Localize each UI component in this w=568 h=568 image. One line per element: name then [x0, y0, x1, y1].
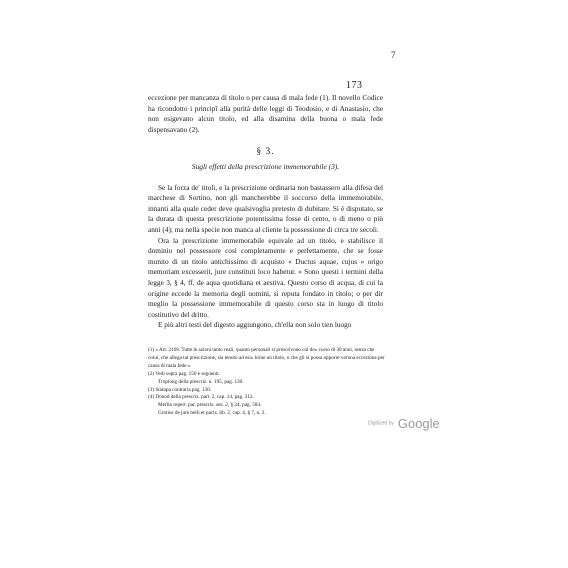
footnote-4-ref-b: Grotius de jure belli et pacis, lib. 2, cap. 4, § 7, n. 2. [158, 410, 266, 417]
paragraph-4: E più altri testi del digesto aggiungono, ch'ella non solo tien luogo [158, 320, 352, 330]
page-number: 173 [346, 80, 363, 91]
digitized-by-label: Digitized by [368, 420, 394, 427]
footnote-3: (3) Stampa contraria pag. 130. [148, 386, 212, 393]
digitized-watermark [368, 414, 440, 432]
footnote-4: (4) Donod della prescriz. part. 2, cap. 14, pag. 312. [148, 394, 254, 401]
corner-mark: 7 [391, 50, 396, 60]
footnote-4-ref-a: Merlin repert. par. prescriz. sez. 2, § 24, pag. 584. [158, 402, 262, 409]
main-text [148, 93, 383, 331]
google-logo: Google [397, 415, 440, 431]
section-title: Sugli effetti della prescrizione immemorabile (3). [191, 161, 340, 171]
footnote-2-ref: Troplong della prescriz. n. 195, pag. 130. [158, 378, 244, 385]
section-heading: § 3. [256, 147, 275, 158]
paragraph-1: eccezione per mancanza di titolo o per causa di mala fede (1). Il novello Codice ha ricondotto i principî alla purità delle leggi di Teodosio, e di Anastasio, che non esigevano alcun titolo, ed alla disamina della buona o mala fede dispensavano (2). [148, 93, 383, 134]
footnote-1: (1) » Art. 2168. Tutte le azioni tanto reali, quanto personali si prescrivono col de» corso di 30 anni, senza che colui, che allega tal prescrizione, sia tenuto ad esi» birne un titolo, o che gli si possa opporre veruna eccezione per causa di mala fede.» [148, 347, 385, 369]
footnotes [148, 347, 385, 418]
paragraph-3: Ora la prescrizione immemorabile equivale ad un titolo, e stabilisce il dominio nel possessore così completamente e perfettamente, che se fosse munito di un titolo antichissimo di acquisto « Ductus aquae, cujus » origo memoriam excesserit, jure constituti loco habetur. » Sono questi i termini della legge 3, § 4, ff. de aqua quotidiana et aestiva. Questo corso di acqua, di cui la origine eccede la memoria degli uomini, si reputa fondato in titolo; o per dir meglio la possessione immemorabile di questo corso sta in luogo di titolo costitutivo del dritto. [148, 235, 383, 319]
footnote-2: (2) Vedi sopra pag. 150 e seguenti. [148, 370, 220, 377]
paragraph-2: Se la forza de' titoli, e la prescrizione ordinaria non bastassero alla difesa del marchese di Sortino, non gli mancherebbe il soccorso della immemorabile, innanti alla quale ceder deve qualsivoglia pretesto di dubitare. Si è disputato, se la durata di questa prescrizione potentissima fosse di cento, o di meno o più anni (4); ma nella specie non manca al cliente la possessione di circa tre secoli. [148, 182, 383, 234]
